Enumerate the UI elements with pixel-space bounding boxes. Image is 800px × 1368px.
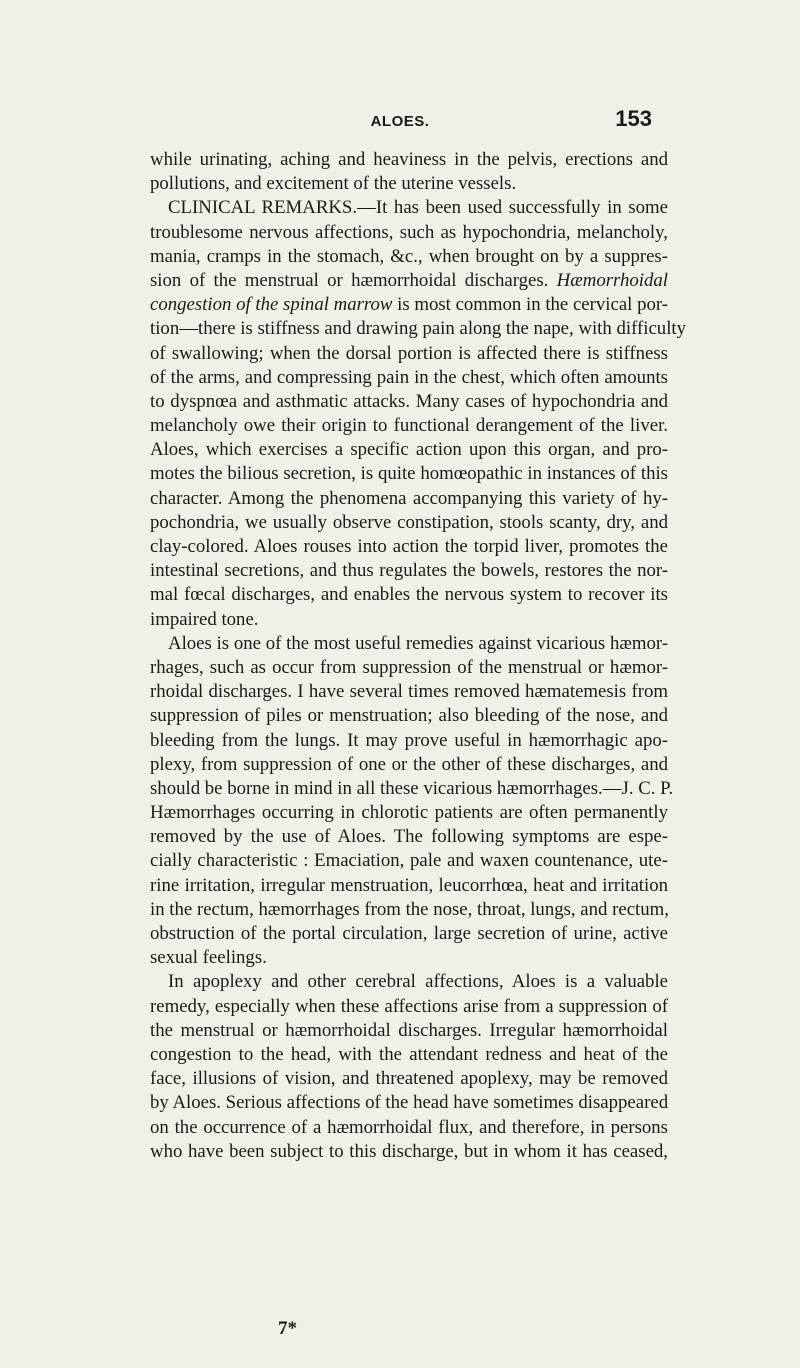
text-line: should be borne in mind in all these vicarious hæmorrhages.—J. C. P. xyxy=(150,777,674,799)
text-line: Hæmorrhages occurring in chlorotic patients are often permanently xyxy=(150,802,668,824)
text-line: by Aloes. Serious affections of the head have sometimes disappeared xyxy=(150,1092,669,1114)
text-line: removed by the use of Aloes. The following symptoms are espe- xyxy=(150,826,668,848)
text-line: melancholy owe their origin to functional derangement of the liver. xyxy=(150,415,668,437)
text-line: rine irritation, irregular menstruation, leucorrhœa, heat and irritation xyxy=(150,874,668,896)
text-line: sexual feelings. xyxy=(150,947,267,969)
text-line: motes the bilious secretion, is quite homœopathic in instances of this xyxy=(150,463,668,485)
text-line: mal fœcal discharges, and enables the nervous system to recover its xyxy=(150,584,668,606)
text-line: mania, cramps in the stomach, &c., when brought on by a suppres- xyxy=(150,245,668,267)
text-line: character. Among the phenomena accompanying this variety of hy- xyxy=(150,487,668,509)
text-line: rhoidal discharges. I have several times removed hæmatemesis from xyxy=(150,681,668,703)
italic-text: congestion of the spinal marrow xyxy=(150,294,393,316)
text-line: rhages, such as occur from suppression of the menstrual or hæmor- xyxy=(150,656,668,678)
text-line: remedy, especially when these affections arise from a suppression of xyxy=(150,995,668,1017)
text-line: pochondria, we usually observe constipation, stools scanty, dry, and xyxy=(150,511,668,533)
text-line: to dyspnœa and asthmatic attacks. Many cases of hypochondria and xyxy=(150,390,668,412)
text-line: tion—there is stiffness and drawing pain along the nape, with difficulty xyxy=(150,318,687,340)
text-line: impaired tone. xyxy=(150,608,259,630)
text-line: in the rectum, hæmorrhages from the nose, throat, lungs, and rectum, xyxy=(150,898,669,920)
line-text: is most common in the cervical por- xyxy=(392,294,668,316)
text-line xyxy=(150,269,668,293)
text-line: In apoplexy and other cerebral affections, Aloes is a valuable xyxy=(168,971,668,993)
text-line: CLINICAL REMARKS.—It has been used successfully in some xyxy=(168,197,668,219)
text-line: plexy, from suppression of one or the other of these discharges, and xyxy=(150,753,668,775)
text-line: bleeding from the lungs. It may prove useful in hæmorrhagic apo- xyxy=(150,729,668,751)
text-line: Aloes is one of the most useful remedies against vicarious hæmor- xyxy=(168,632,668,654)
running-title: ALOES. xyxy=(370,113,430,130)
text-line: while urinating, aching and heaviness in the pelvis, erections and xyxy=(150,149,668,170)
text-line: troublesome nervous affections, such as hypochondria, melancholy, xyxy=(150,221,668,243)
text-line: Aloes, which exercises a specific action upon this organ, and pro- xyxy=(150,439,668,461)
text-line: who have been subject to this discharge, but in whom it has ceased, xyxy=(150,1140,668,1162)
text-line xyxy=(150,293,668,317)
text-line: on the occurrence of a hæmorrhoidal flux, and therefore, in persons xyxy=(150,1116,668,1138)
text-line: pollutions, and excitement of the uterine vessels. xyxy=(150,173,517,195)
page-number: 153 xyxy=(615,106,652,131)
text-line: face, illusions of vision, and threatened apoplexy, may be removed xyxy=(150,1068,668,1090)
italic-text: Hæmorrhoidal xyxy=(556,269,668,291)
text-line: obstruction of the portal circulation, large secretion of urine, active xyxy=(150,923,668,944)
line-text: sion of the menstrual or hæmorrhoidal discharges. xyxy=(150,269,557,291)
text-line: the menstrual or hæmorrhoidal discharges. Irregular hæmorrhoidal xyxy=(150,1019,668,1041)
text-line: cially characteristic : Emaciation, pale and waxen countenance, ute- xyxy=(150,850,668,872)
text-line: of the arms, and compressing pain in the chest, which often amounts xyxy=(150,366,668,388)
text-line: clay-colored. Aloes rouses into action the torpid liver, promotes the xyxy=(150,536,668,557)
signature-mark: 7* xyxy=(278,1318,297,1339)
text-line: suppression of piles or menstruation; also bleeding of the nose, and xyxy=(150,705,668,727)
text-line: of swallowing; when the dorsal portion is affected there is stiffness xyxy=(150,342,668,364)
text-line: congestion to the head, with the attendant redness and heat of the xyxy=(150,1043,668,1065)
text-line: intestinal secretions, and thus regulates the bowels, restores the nor- xyxy=(150,560,668,582)
body-text xyxy=(150,148,687,1164)
